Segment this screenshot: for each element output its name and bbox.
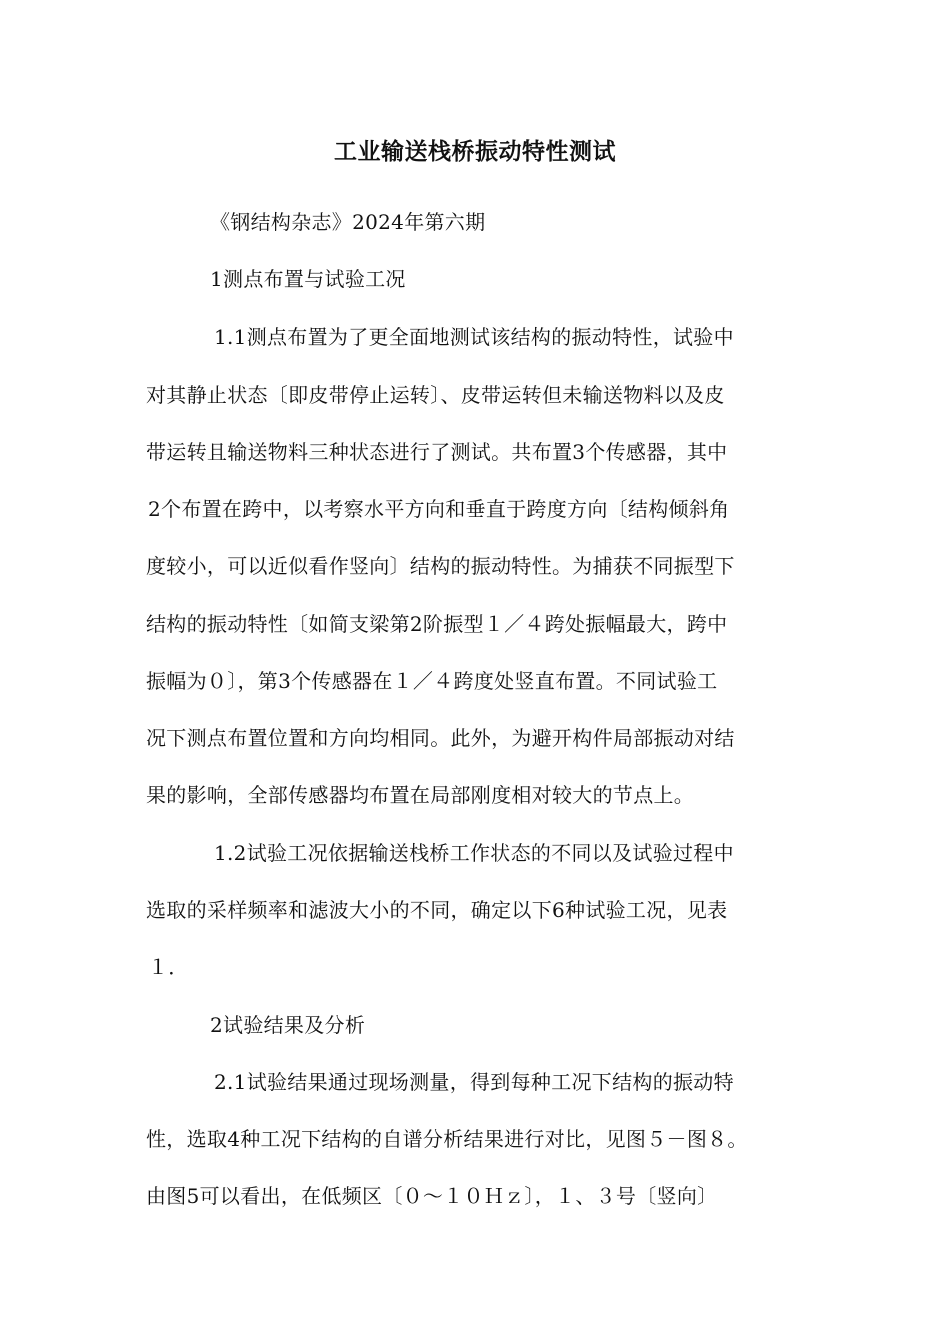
paragraph-line: 度较小，可以近似看作竖向〕结构的振动特性。为捕获不同振型下 [146,554,735,578]
paragraph-line: 1.2试验工况依据输送栈桥工作状态的不同以及试验过程中 [214,841,734,865]
section-heading-1: 1测点布置与试验工况 [210,267,406,291]
paragraph-line: 果的影响，全部传感器均布置在局部刚度相对较大的节点上。 [146,783,695,807]
paragraph-line: 由图5可以看出，在低频区〔０～１０Ｈｚ〕，１、３号〔竖向〕 [146,1184,718,1208]
document-title: 工业输送栈桥振动特性测试 [334,139,616,165]
paragraph-line: 选取的采样频率和滤波大小的不同，确定以下6种试验工况，见表 [146,898,728,922]
paragraph-line: 对其静止状态〔即皮带停止运转〕、皮带运转但未输送物料以及皮 [146,383,725,407]
paragraph-line: 带运转且输送物料三种状态进行了测试。共布置3个传感器，其中 [146,440,728,464]
paragraph-line: １． [148,955,189,979]
paragraph-line: 性，选取4种工况下结构的自谱分析结果进行对比，见图５－图８。 [146,1127,748,1151]
paragraph-line: 结构的振动特性〔如简支梁第2阶振型１／４跨处振幅最大，跨中 [146,612,728,636]
paragraph-line: 2.1试验结果通过现场测量，得到每种工况下结构的振动特 [214,1070,734,1094]
section-heading-2: 2试验结果及分析 [210,1013,366,1037]
paragraph-line: 况下测点布置位置和方向均相同。此外，为避开构件局部振动对结 [146,726,735,750]
source-line: 《钢结构杂志》2024年第六期 [210,210,486,234]
paragraph-line: 1.1测点布置为了更全面地测试该结构的振动特性，试验中 [214,325,734,349]
paragraph-line: 2个布置在跨中，以考察水平方向和垂直于跨度方向〔结构倾斜角 [148,497,730,521]
paragraph-line: 振幅为０〕，第3个传感器在１／４跨度处竖直布置。不同试验工 [146,669,718,693]
